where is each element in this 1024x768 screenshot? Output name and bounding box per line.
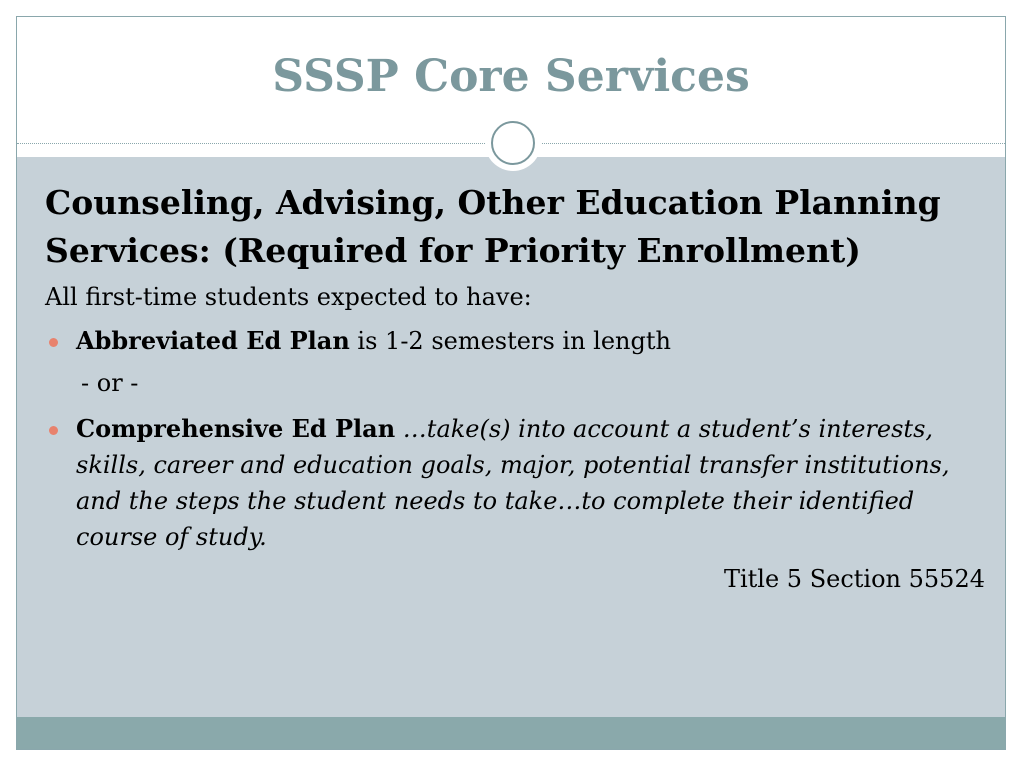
bullet-bold-label: Comprehensive Ed Plan: [76, 414, 396, 443]
bullet-dot-icon: [49, 426, 58, 435]
slide-title: SSSP Core Services: [272, 51, 750, 102]
slide-body: [45, 179, 985, 597]
bullet-dot-icon: [49, 338, 58, 347]
circle-ornament-icon: [485, 115, 541, 171]
intro-text: All first-time students expected to have:: [45, 283, 532, 311]
section-heading: Counseling, Advising, Other Education Planning Services: (Required for Priority Enrollment): [45, 183, 941, 270]
circle-ring: [491, 121, 535, 165]
bullet-comprehensive-plan: [45, 411, 985, 555]
content-area: [17, 157, 1005, 717]
bullet-text: is 1-2 semesters in length: [349, 327, 671, 355]
citation: Title 5 Section 55524: [723, 565, 985, 593]
slide: [16, 16, 1006, 750]
footer-bar: [17, 717, 1005, 750]
bullet-quote-text: …take(s) into account a student’s interests, skills, career and education goals, major, potential transfer institutions, and the steps the student needs to take…to complete their identified course of study.: [76, 415, 950, 551]
bullet-bold-label: Abbreviated Ed Plan: [76, 326, 350, 355]
or-separator: - or -: [81, 369, 139, 397]
bullet-abbreviated-plan: [45, 323, 985, 359]
